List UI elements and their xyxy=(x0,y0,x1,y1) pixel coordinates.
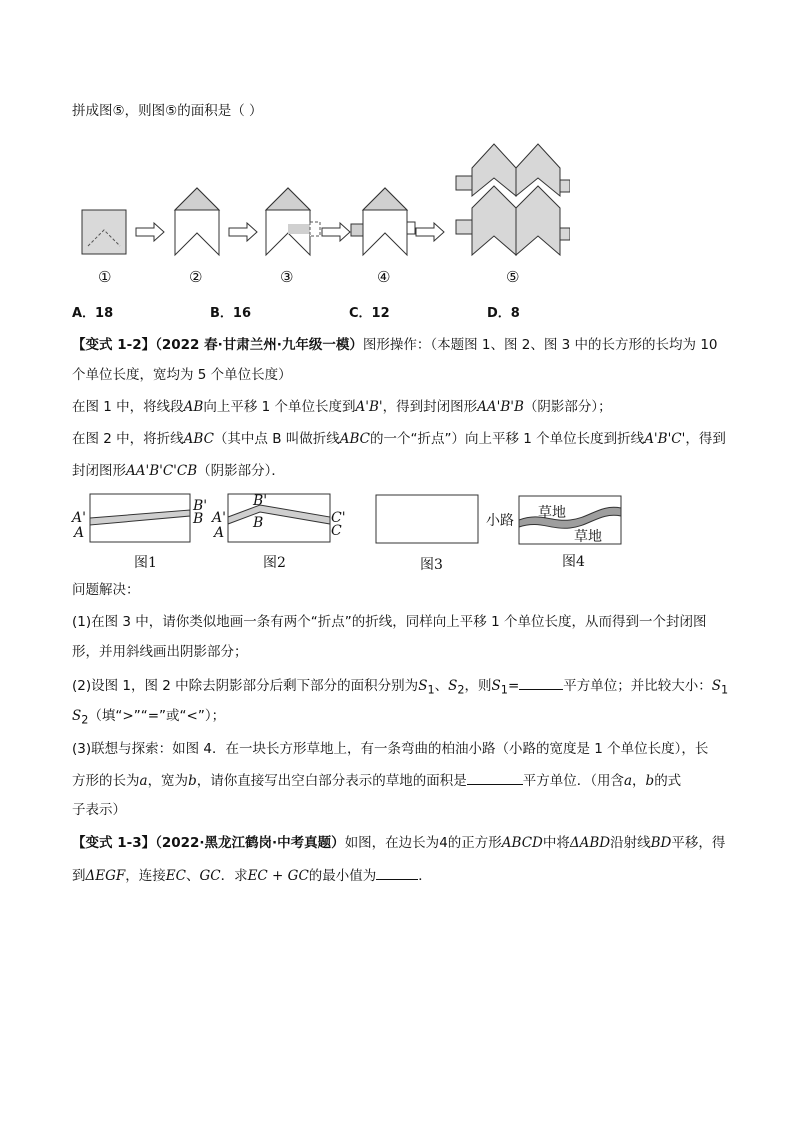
figure-4 xyxy=(351,188,415,255)
caption-fig4: 图4 xyxy=(562,554,585,570)
question-3: (3)联想与探索：如图 4．在一块长方形草地上，有一条弯曲的柏油小路（小路的宽度是 1 个单位长度），长 xyxy=(72,741,709,757)
arrow-icon xyxy=(416,223,444,241)
arrow-icon xyxy=(322,223,350,241)
question-3-end: 子表示） xyxy=(72,802,126,818)
puzzle-figure-sequence xyxy=(70,138,570,288)
caption-fig3: 图3 xyxy=(420,557,443,573)
figure-label-1: ① xyxy=(98,268,112,286)
answer-blank[interactable] xyxy=(376,865,418,880)
question-line: 拼成图⑤，则图⑤的面积是（ ） xyxy=(72,103,263,119)
figure-5 xyxy=(456,144,570,255)
question-1: (1)在图 3 中，请你类似地画一条有两个“折点”的折线，同样向上平移 1 个单位长度，从而得到一个封闭图 xyxy=(72,614,707,630)
figure-3 xyxy=(266,188,320,255)
caption-fig1: 图1 xyxy=(134,555,157,571)
figure-2 xyxy=(175,188,219,255)
question-2: (2)设图 1，图 2 中除去阴影部分后剩下部分的面积分别为$S_1$、$S_2$，则$S_1=$ 平方单位；并比较大小：$S_1$ xyxy=(72,675,728,701)
question-1-cont: 形，并用斜线画出阴影部分； xyxy=(72,644,248,660)
question-2-cont: $S_2$（填“>”“=”或“<”）； xyxy=(72,708,226,727)
solve-heading: 问题解决： xyxy=(72,582,140,598)
variant-1-2-intro: 个单位长度，宽均为 5 个单位长度） xyxy=(72,367,292,383)
paragraph-fig2: 在图 2 中，将折线ABC（其中点 B 叫做折线ABC的一个“折点”）向上平移 1 个单位长度到折线A'B'C'，得到 xyxy=(72,431,726,447)
option-b: B．16 xyxy=(210,306,251,321)
paragraph-fig1: 在图 1 中，将线段AB向上平移 1 个单位长度到A'B'，得到封闭图形AA'B'B（阴影部分）； xyxy=(72,399,612,415)
figure-label-4: ④ xyxy=(377,268,391,286)
answer-blank[interactable] xyxy=(519,675,563,690)
paragraph-fig2-cont: 封闭图形AA'B'C'CB（阴影部分）． xyxy=(72,463,285,479)
arrow-icon xyxy=(136,223,164,241)
caption-fig2: 图2 xyxy=(263,555,286,571)
arrow-icon xyxy=(229,223,257,241)
option-d: D．8 xyxy=(487,306,520,321)
figure-1-rect xyxy=(90,494,190,542)
variant-1-2-header: 【变式 1-2】（2022 春·甘肃兰州·九年级一模）图形操作：（本题图 1、图 2、图 3 中的长方形的长均为 10 xyxy=(72,337,718,353)
variant-1-3: 【变式 1-3】（2022·黑龙江鹤岗·中考真题）如图，在边长为4的正方形ABCD中将ΔABD沿射线BD平移，得 xyxy=(72,835,726,851)
figure-4-rect xyxy=(519,496,621,544)
option-a: A．18 xyxy=(72,306,114,321)
option-c: C．12 xyxy=(349,306,390,321)
figure-2-rect xyxy=(228,494,330,542)
figure-3-rect xyxy=(376,495,478,543)
question-3-cont: 方形的长为a，宽为b，请你直接写出空白部分表示的草地的面积是 平方单位．（用含a，b的式 xyxy=(72,770,681,791)
figure-label-3: ③ xyxy=(280,268,294,286)
figure-label-2: ② xyxy=(189,268,203,286)
figure-label-5: ⑤ xyxy=(506,268,520,286)
variant-1-3-cont: 到ΔEGF，连接EC、GC．求EC + GC的最小值为 ． xyxy=(72,865,432,886)
figure-1 xyxy=(82,210,126,254)
answer-blank[interactable] xyxy=(467,770,523,785)
